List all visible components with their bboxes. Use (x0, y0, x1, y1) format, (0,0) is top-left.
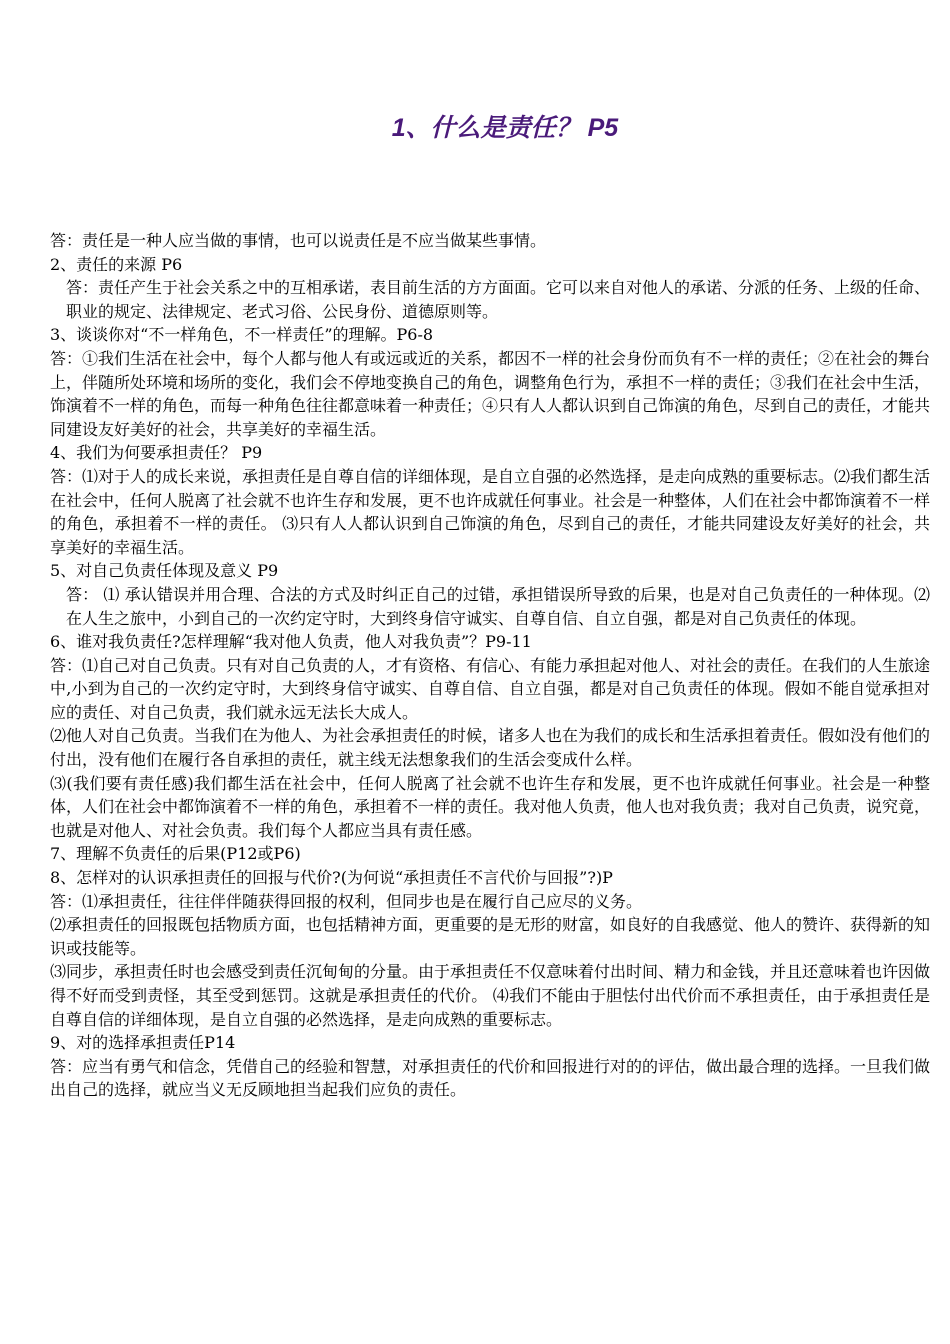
answer-9: 答：应当有勇气和信念，凭借自己的经验和智慧，对承担责任的代价和回报进行对的的评估，做出最合理的选择。一旦我们做出自己的选择，就应当义无反顾地担当起我们应负的责任。 (50, 1056, 931, 1100)
answer-8-part-2: ⑵承担责任的回报既包括物质方面，也包括精神方面，更重要的是无形的财富，如良好的自我感觉、他人的赞许、获得新的知识或技能等。 (50, 915, 931, 958)
document-body (50, 229, 930, 1102)
answer-8-part-1: 答：⑴承担责任，往往伴伴随获得回报的权利，但同步也是在履行自己应尽的义务。 (50, 891, 643, 911)
answer-4: 答：⑴对于人的成长来说，承担责任是自尊自信的详细体现，是自立自强的必然选择，是走向成熟的重要标志。⑵我们都生活在社会中，任何人脱离了社会就不也许生存和发展，更不也许成就任何事业。社会是一种整体，人们在社会中都饰演着不一样的角色，承担着不一样的责任。 ⑶只有人人都认识到自己饰演的角色，尽到自己的责任，才能共同建设友好美好的社会，共享美好的幸福生活。 (50, 466, 931, 557)
answer-5: 答： ⑴ 承认错误并用合理、合法的方式及时纠正自己的过错，承担错误所导致的后果，也是对自己负责任的一种体现。⑵ 在人生之旅中，小到自己的一次约定守时，大到终身信守诚实、自尊自信、自立自强，都是对自己负责任的体现。 (66, 584, 930, 628)
answer-1: 答：责任是一种人应当做的事情，也可以说责任是不应当做某些事情。 (50, 231, 547, 250)
answer-6-part-3: ⑶(我们要有责任感)我们都生活在社会中，任何人脱离了社会就不也许生存和发展，更不也许成就任何事业。社会是一种整体，人们在社会中都饰演着不一样的角色，承担着不一样的责任。我对他人负责，他人也对我负责；我对自己负责，说究竟，也就是对他人、对社会负责。我们每个人都应当具有责任感。 (50, 773, 931, 840)
page-title: 1、什么是责任？ P5 (391, 114, 619, 142)
question-7: 7、理解不负责任的后果(P12或P6) (50, 844, 301, 864)
answer-2: 答：责任产生于社会关系之中的互相承诺，表目前生活的方方面面。它可以来自对他人的承诺、分派的任务、上级的任命、职业的规定、法律规定、老式习俗、公民身份、道德原则等。 (66, 278, 931, 321)
answer-6-part-2: ⑵他人对自己负责。当我们在为他人、为社会承担责任的时候，诸多人也在为我们的成长和生活承担着责任。假如没有他们的付出，没有他们在履行各自承担的责任，就主线无法想象我们的生活会变成什么样。 (50, 726, 931, 770)
answer-6-part-1: 答：⑴自己对自己负责。只有对自己负责的人，才有资格、有信心、有能力承担起对他人、对社会的责任。在我们的人生旅途中,小到为自己的一次约定守时，大到终身信守诚实、自尊自信、自立自强，都是对自己负责任的体现。假如不能自觉承担对应的责任、对自己负责，我们就永远无法长大成人。 (50, 655, 931, 722)
question-4: 4、我们为何要承担责任？ P9 (50, 443, 263, 463)
answer-3: 答：①我们生活在社会中，每个人都与他人有或远或近的关系，都因不一样的社会身份而负有不一样的责任；②在社会的舞台上，伴随所处环境和场所的变化，我们会不停地变换自己的角色，调整角色行为，承担不一样的责任；③我们在社会中生活，饰演着不一样的角色，而每一种角色往往都意味着一种责任；④只有人人都认识到自己饰演的角色，尽到自己的责任，才能共同建设友好美好的社会，共享美好的幸福生活。 (50, 348, 931, 439)
question-3: 3、谈谈你对“不一样角色，不一样责任”的理解。P6-8 (50, 325, 434, 345)
question-9: 9、对的选择承担责任P14 (50, 1033, 236, 1053)
question-6: 6、谁对我负责任?怎样理解“我对他人负责，他人对我负责”？P9-11 (50, 632, 532, 652)
question-8: 8、怎样对的认识承担责任的回报与代价?(为何说“承担责任不言代价与回报”?)P (50, 868, 613, 888)
question-2: 2、责任的来源 P6 (50, 254, 183, 274)
question-5: 5、对自己负责任体现及意义 P9 (50, 561, 279, 581)
answer-8-part-3: ⑶同步，承担责任时也会感受到责任沉甸甸的分量。由于承担责任不仅意味着付出时间、精力和金钱，并且还意味着也许因做得不好而受到责怪，其至受到惩罚。这就是承担责任的代价。 ⑷我们不能由于胆怯付出代价而不承担责任，由于承担责任是自尊自信的详细体现，是自立自强的必然选择，是走向成熟的重要标志。 (50, 962, 931, 1029)
